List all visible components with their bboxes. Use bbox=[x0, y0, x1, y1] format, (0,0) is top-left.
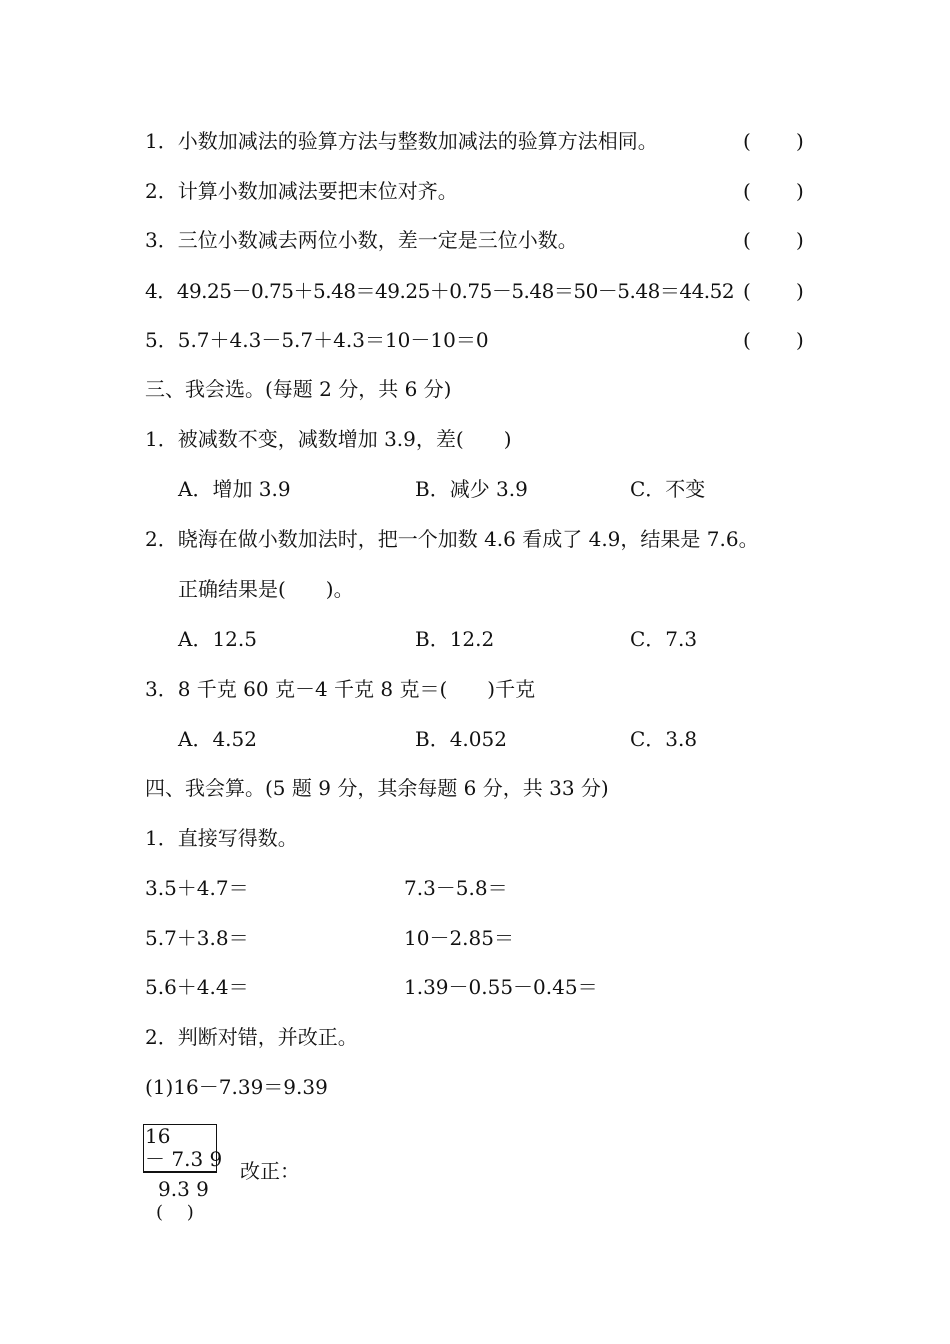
calc-q2-title: 2．判断对错，并改正。 bbox=[145, 1025, 358, 1049]
calc-q1-title: 1．直接写得数。 bbox=[145, 826, 298, 850]
section3-title: 三、我会选。(每题 2 分，共 6 分) bbox=[145, 377, 452, 401]
fix-label: 改正： bbox=[240, 1159, 300, 1183]
calc-item-3-left: 5.6＋4.4＝ bbox=[145, 975, 249, 999]
vertical-top-number: 16 bbox=[145, 1124, 171, 1148]
vertical-second-number: － 7.3 9 bbox=[145, 1147, 223, 1171]
vertical-rule bbox=[143, 1172, 217, 1173]
calc-item-3-right: 1.39－0.55－0.45＝ bbox=[404, 975, 598, 999]
choice-q1-stem: 1．被减数不变，减数增加 3.9，差( ) bbox=[145, 427, 512, 451]
choice-q1-option-b[interactable]: B．减少 3.9 bbox=[415, 477, 528, 501]
choice-q2-stem-cont: 正确结果是( )。 bbox=[178, 577, 354, 601]
judge-item-3: 3．三位小数减去两位小数，差一定是三位小数。 bbox=[145, 228, 578, 252]
choice-q3-option-b[interactable]: B．4.052 bbox=[415, 727, 507, 751]
judge-item-1: 1．小数加减法的验算方法与整数加减法的验算方法相同。 bbox=[145, 129, 658, 153]
judge-item-5: 5．5.7＋4.3－5.7＋4.3＝10－10＝0 bbox=[145, 328, 489, 352]
calc-item-2-right: 10－2.85＝ bbox=[404, 926, 514, 950]
choice-q3-option-a[interactable]: A．4.52 bbox=[178, 727, 257, 751]
choice-q1-option-a[interactable]: A．增加 3.9 bbox=[178, 477, 291, 501]
choice-q3-option-c[interactable]: C．3.8 bbox=[630, 727, 698, 751]
calc-item-2-left: 5.7＋3.8＝ bbox=[145, 926, 249, 950]
judge-item-4: 4．49.25－0.75＋5.48＝49.25＋0.75－5.48＝50－5.48＝44.52 bbox=[145, 279, 735, 303]
choice-q2-option-b[interactable]: B．12.2 bbox=[415, 627, 495, 651]
calc-item-1-left: 3.5＋4.7＝ bbox=[145, 876, 249, 900]
vertical-check-blank[interactable]: ( ) bbox=[156, 1202, 194, 1223]
choice-q2-stem: 2．晓海在做小数加法时，把一个加数 4.6 看成了 4.9，结果是 7.6。 bbox=[145, 527, 759, 551]
choice-q2-option-a[interactable]: A．12.5 bbox=[178, 627, 257, 651]
vertical-result: 9.3 9 bbox=[158, 1177, 209, 1201]
choice-q3-stem: 3．8 千克 60 克－4 千克 8 克＝( )千克 bbox=[145, 677, 536, 701]
judge-item-2: 2．计算小数加减法要把末位对齐。 bbox=[145, 179, 458, 203]
calc-q2-sub1: (1)16－7.39＝9.39 bbox=[145, 1075, 328, 1099]
choice-q2-option-c[interactable]: C．7.3 bbox=[630, 627, 698, 651]
calc-item-1-right: 7.3－5.8＝ bbox=[404, 876, 508, 900]
choice-q1-option-c[interactable]: C．不变 bbox=[630, 477, 706, 501]
section4-title: 四、我会算。(5 题 9 分，其余每题 6 分，共 33 分) bbox=[145, 776, 609, 800]
